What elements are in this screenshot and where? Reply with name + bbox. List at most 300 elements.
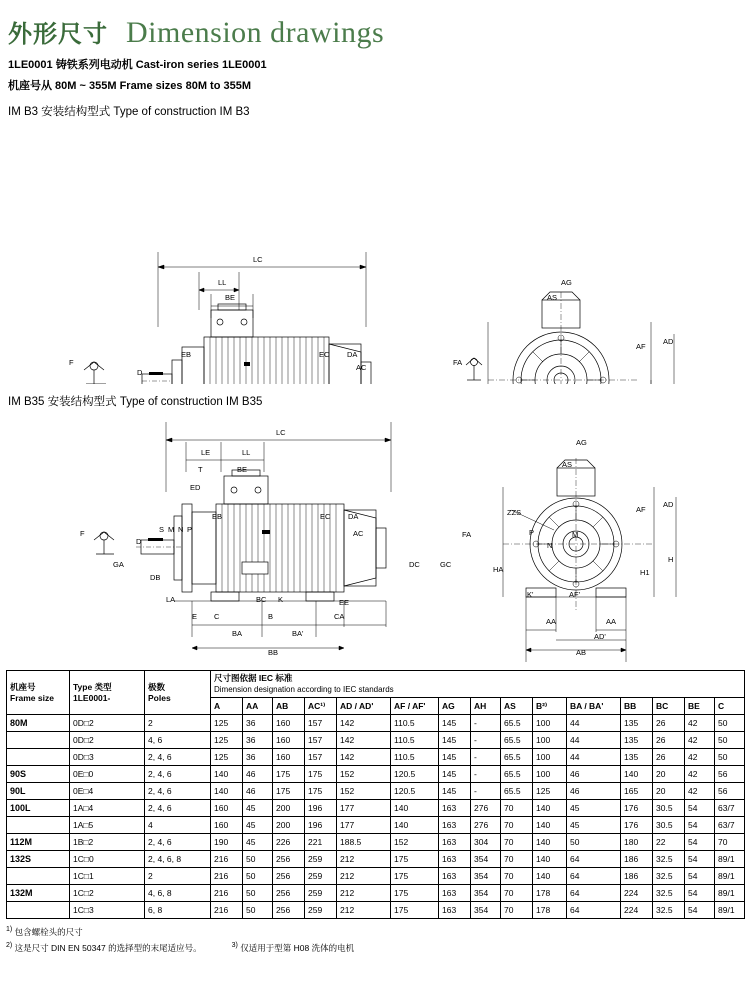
cell-poles: 2, 4, 6 (145, 766, 211, 783)
cell-poles: 2, 4, 6, 8 (145, 851, 211, 868)
cell-a: 216 (211, 885, 243, 902)
svg-text:AA: AA (606, 617, 617, 626)
cell-bc: 26 (653, 732, 685, 749)
cell-poles: 6, 8 (145, 902, 211, 919)
cell-ac-: 157 (305, 749, 337, 766)
col-ag: AG (439, 698, 471, 715)
cell-frame-size (7, 868, 70, 885)
col-bb: BB (621, 698, 653, 715)
cell-bc: 22 (653, 834, 685, 851)
cell-ad-ad-: 152 (337, 783, 391, 800)
cell-b-: 178 (533, 885, 567, 902)
cell-b-: 100 (533, 732, 567, 749)
cell-af-af-: 175 (391, 902, 439, 919)
svg-text:AF: AF (636, 342, 646, 351)
header-type (70, 671, 145, 715)
svg-text:GA: GA (113, 560, 124, 569)
cell-ah: 304 (471, 834, 501, 851)
svg-text:CA: CA (334, 612, 345, 621)
cell-ab: 200 (273, 817, 305, 834)
page-title-en: Dimension drawings (126, 16, 385, 49)
cell-ba-ba-: 64 (567, 868, 621, 885)
svg-text:EC: EC (320, 512, 331, 521)
section-heading-imb3: IM B3 安装结构型式 Type of construction IM B3 (8, 106, 250, 118)
subtitle-line-2: 机座号从 80M ~ 355M Frame sizes 80M to 355M (8, 80, 252, 92)
svg-text:LA: LA (166, 595, 176, 604)
cell-type: 1A□5 (70, 817, 145, 834)
cell-c: 50 (715, 715, 745, 732)
header-frame-size-en: Frame size (10, 692, 54, 703)
cell-ba-ba-: 44 (567, 715, 621, 732)
cell-ag: 163 (439, 902, 471, 919)
header-frame-size (7, 671, 70, 715)
svg-text:DA: DA (348, 512, 359, 521)
svg-text:DC: DC (409, 560, 420, 569)
cell-aa: 50 (243, 868, 273, 885)
cell-frame-size: 132M (7, 885, 70, 902)
cell-as: 70 (501, 800, 533, 817)
cell-ac-: 196 (305, 817, 337, 834)
cell-be: 42 (685, 783, 715, 800)
col-ad: AD / AD' (337, 698, 391, 715)
cell-bb: 135 (621, 715, 653, 732)
cell-ag: 163 (439, 800, 471, 817)
cell-aa: 50 (243, 902, 273, 919)
svg-text:DB: DB (150, 573, 161, 582)
col-bc: BC (653, 698, 685, 715)
cell-ba-ba-: 50 (567, 834, 621, 851)
cell-a: 125 (211, 715, 243, 732)
cell-af-af-: 140 (391, 817, 439, 834)
header-poles-cn: 极数 (148, 681, 166, 692)
cell-ab: 160 (273, 715, 305, 732)
svg-text:H1: H1 (640, 568, 650, 577)
cell-type: 1C□1 (70, 868, 145, 885)
cell-aa: 46 (243, 766, 273, 783)
cell-be: 42 (685, 766, 715, 783)
cell-ba-ba-: 64 (567, 902, 621, 919)
svg-text:H: H (668, 555, 674, 564)
cell-c: 50 (715, 749, 745, 766)
header-poles-en: Poles (148, 692, 171, 703)
cell-c: 56 (715, 766, 745, 783)
svg-text:S: S (159, 525, 165, 534)
svg-text:AC: AC (353, 529, 364, 538)
cell-ag: 163 (439, 851, 471, 868)
cell-a: 216 (211, 868, 243, 885)
col-a: A (211, 698, 243, 715)
cell-as: 65.5 (501, 732, 533, 749)
cell-bc: 20 (653, 783, 685, 800)
cell-bc: 32.5 (653, 885, 685, 902)
cell-af-af-: 120.5 (391, 766, 439, 783)
cell-ab: 256 (273, 851, 305, 868)
cell-ba-ba-: 45 (567, 800, 621, 817)
cell-ac-: 259 (305, 868, 337, 885)
svg-text:F: F (80, 529, 85, 538)
cell-b-: 178 (533, 902, 567, 919)
cell-c: 89/1 (715, 902, 745, 919)
svg-text:N: N (547, 541, 553, 550)
col-ac: AC¹⁾ (305, 698, 337, 715)
table-row (7, 834, 745, 851)
cell-af-af-: 110.5 (391, 715, 439, 732)
header-poles (145, 671, 211, 715)
cell-ad-ad-: 142 (337, 749, 391, 766)
cell-bc: 32.5 (653, 851, 685, 868)
cell-frame-size: 80M (7, 715, 70, 732)
cell-b-: 140 (533, 851, 567, 868)
table-row (7, 851, 745, 868)
col-af: AF / AF' (391, 698, 439, 715)
cell-ba-ba-: 44 (567, 749, 621, 766)
svg-text:P: P (529, 528, 535, 537)
cell-as: 65.5 (501, 766, 533, 783)
cell-aa: 45 (243, 817, 273, 834)
cell-c: 89/1 (715, 868, 745, 885)
footnote-1: $^{1)}$ 包含螺栓头的尺寸 (6, 926, 83, 937)
svg-text:M: M (168, 525, 175, 534)
col-aa: AA (243, 698, 273, 715)
cell-bc: 30.5 (653, 817, 685, 834)
cell-ah: 354 (471, 868, 501, 885)
cell-type: 0D□3 (70, 749, 145, 766)
cell-type: 1A□4 (70, 800, 145, 817)
cell-type: 1C□3 (70, 902, 145, 919)
col-as: AS (501, 698, 533, 715)
table-row (7, 868, 745, 885)
cell-ad-ad-: 177 (337, 800, 391, 817)
cell-bc: 20 (653, 766, 685, 783)
cell-as: 70 (501, 817, 533, 834)
svg-text:BE: BE (225, 293, 236, 302)
cell-be: 54 (685, 885, 715, 902)
cell-ba-ba-: 46 (567, 783, 621, 800)
header-iec-group-en: Dimension designation according to IEC standards (214, 685, 394, 694)
cell-poles: 4 (145, 817, 211, 834)
table-row (7, 885, 745, 902)
cell-af-af-: 120.5 (391, 783, 439, 800)
cell-bb: 186 (621, 868, 653, 885)
cell-as: 70 (501, 902, 533, 919)
cell-af-af-: 140 (391, 800, 439, 817)
svg-text:FA: FA (453, 358, 463, 367)
cell-ab: 200 (273, 800, 305, 817)
svg-text:AD': AD' (594, 632, 606, 641)
cell-bc: 32.5 (653, 902, 685, 919)
svg-text:GC: GC (440, 560, 452, 569)
cell-type: 0E□4 (70, 783, 145, 800)
cell-ag: 163 (439, 834, 471, 851)
cell-ad-ad-: 188.5 (337, 834, 391, 851)
col-ab: AB (273, 698, 305, 715)
cell-ah: - (471, 766, 501, 783)
svg-text:BC: BC (256, 595, 267, 604)
svg-text:AC: AC (356, 363, 367, 372)
cell-ac-: 259 (305, 851, 337, 868)
cell-ba-ba-: 64 (567, 851, 621, 868)
cell-aa: 50 (243, 851, 273, 868)
svg-text:M: M (572, 530, 579, 539)
col-ba: BA / BA' (567, 698, 621, 715)
svg-text:P: P (187, 525, 193, 534)
svg-text:AF': AF' (569, 590, 581, 599)
svg-text:ED: ED (190, 483, 201, 492)
cell-frame-size: 112M (7, 834, 70, 851)
cell-ah: - (471, 749, 501, 766)
cell-ag: 163 (439, 868, 471, 885)
cell-ba-ba-: 45 (567, 817, 621, 834)
cell-ah: - (471, 732, 501, 749)
header-frame-size-cn: 机座号 (10, 681, 36, 692)
svg-text:BE: BE (237, 465, 248, 474)
cell-ba-ba-: 64 (567, 885, 621, 902)
cell-af-af-: 110.5 (391, 732, 439, 749)
svg-text:EC: EC (319, 350, 330, 359)
cell-frame-size: 90L (7, 783, 70, 800)
cell-ag: 145 (439, 749, 471, 766)
table-row (7, 766, 745, 783)
cell-ah: 276 (471, 817, 501, 834)
cell-type: 1B□2 (70, 834, 145, 851)
svg-text:BA: BA (232, 629, 243, 638)
svg-text:D: D (137, 368, 143, 377)
header-iec-group (211, 671, 745, 698)
cell-ah: - (471, 783, 501, 800)
cell-ac-: 259 (305, 885, 337, 902)
cell-ad-ad-: 142 (337, 715, 391, 732)
cell-bb: 224 (621, 902, 653, 919)
cell-b-: 140 (533, 868, 567, 885)
cell-type: 0D□2 (70, 732, 145, 749)
cell-ba-ba-: 44 (567, 732, 621, 749)
cell-ad-ad-: 142 (337, 732, 391, 749)
cell-ag: 145 (439, 715, 471, 732)
svg-text:K': K' (527, 590, 534, 599)
cell-af-af-: 110.5 (391, 749, 439, 766)
svg-text:LL: LL (242, 448, 251, 457)
cell-b-: 100 (533, 715, 567, 732)
cell-be: 54 (685, 902, 715, 919)
cell-bb: 135 (621, 749, 653, 766)
cell-ab: 256 (273, 902, 305, 919)
cell-frame-size (7, 749, 70, 766)
cell-bc: 26 (653, 749, 685, 766)
cell-type: 0E□0 (70, 766, 145, 783)
cell-c: 70 (715, 834, 745, 851)
cell-poles: 4, 6, 8 (145, 885, 211, 902)
cell-as: 65.5 (501, 783, 533, 800)
svg-text:BA': BA' (292, 629, 304, 638)
cell-b-: 140 (533, 834, 567, 851)
cell-as: 65.5 (501, 715, 533, 732)
cell-ab: 160 (273, 732, 305, 749)
svg-text:AG: AG (576, 438, 587, 447)
cell-bc: 30.5 (653, 800, 685, 817)
cell-ah: 354 (471, 851, 501, 868)
cell-poles: 2 (145, 868, 211, 885)
cell-bb: 176 (621, 800, 653, 817)
cell-poles: 4, 6 (145, 732, 211, 749)
svg-text:AF: AF (636, 505, 646, 514)
cell-bb: 186 (621, 851, 653, 868)
cell-c: 89/1 (715, 851, 745, 868)
svg-text:D: D (136, 537, 142, 546)
svg-text:AD: AD (663, 500, 674, 509)
cell-as: 70 (501, 885, 533, 902)
cell-a: 140 (211, 766, 243, 783)
cell-frame-size: 90S (7, 766, 70, 783)
table-row (7, 715, 745, 732)
cell-b-: 140 (533, 817, 567, 834)
cell-b-: 125 (533, 783, 567, 800)
svg-text:K: K (278, 595, 284, 604)
cell-c: 63/7 (715, 800, 745, 817)
cell-poles: 2, 4, 6 (145, 800, 211, 817)
cell-be: 54 (685, 868, 715, 885)
cell-ac-: 221 (305, 834, 337, 851)
cell-ab: 160 (273, 749, 305, 766)
cell-bc: 32.5 (653, 868, 685, 885)
svg-text:AG: AG (561, 278, 572, 287)
svg-text:AA: AA (546, 617, 557, 626)
svg-text:EE: EE (339, 598, 350, 607)
col-ah: AH (471, 698, 501, 715)
cell-c: 89/1 (715, 885, 745, 902)
table-row (7, 783, 745, 800)
drawing-imb3 (6, 122, 744, 384)
svg-text:N: N (178, 525, 184, 534)
cell-ah: 354 (471, 902, 501, 919)
cell-ad-ad-: 212 (337, 885, 391, 902)
table-row (7, 817, 745, 834)
cell-ag: 145 (439, 732, 471, 749)
cell-aa: 46 (243, 783, 273, 800)
cell-ac-: 196 (305, 800, 337, 817)
svg-text:F: F (69, 358, 74, 367)
cell-type: 1C□0 (70, 851, 145, 868)
cell-a: 125 (211, 749, 243, 766)
svg-text:DA: DA (347, 350, 358, 359)
cell-poles: 2, 4, 6 (145, 783, 211, 800)
cell-af-af-: 175 (391, 868, 439, 885)
cell-a: 160 (211, 800, 243, 817)
cell-as: 70 (501, 851, 533, 868)
cell-be: 54 (685, 817, 715, 834)
cell-ah: 354 (471, 885, 501, 902)
col-be: BE (685, 698, 715, 715)
cell-be: 54 (685, 800, 715, 817)
svg-text:AS: AS (562, 460, 573, 469)
cell-poles: 2, 4, 6 (145, 749, 211, 766)
cell-be: 54 (685, 851, 715, 868)
svg-text:LL: LL (218, 278, 227, 287)
cell-bb: 176 (621, 817, 653, 834)
cell-type: 1C□2 (70, 885, 145, 902)
cell-aa: 36 (243, 749, 273, 766)
cell-a: 125 (211, 732, 243, 749)
cell-ab: 256 (273, 868, 305, 885)
svg-text:BB: BB (268, 648, 279, 657)
svg-text:AD: AD (663, 337, 674, 346)
cell-aa: 50 (243, 885, 273, 902)
svg-text:C: C (214, 612, 220, 621)
svg-text:FA: FA (462, 530, 472, 539)
cell-ab: 256 (273, 885, 305, 902)
table-body (7, 715, 745, 919)
svg-text:EB: EB (212, 512, 223, 521)
cell-bc: 26 (653, 715, 685, 732)
header-type-en: 1LE0001- (73, 692, 111, 703)
section-heading-imb35: IM B35 安装结构型式 Type of construction IM B35 (8, 396, 263, 408)
cell-b-: 100 (533, 766, 567, 783)
cell-c: 50 (715, 732, 745, 749)
cell-ac-: 175 (305, 783, 337, 800)
svg-text:EB: EB (181, 350, 192, 359)
cell-frame-size (7, 732, 70, 749)
cell-ac-: 157 (305, 732, 337, 749)
cell-c: 63/7 (715, 817, 745, 834)
cell-frame-size: 132S (7, 851, 70, 868)
footnotes (6, 923, 744, 955)
table-row (7, 732, 745, 749)
cell-ac-: 157 (305, 715, 337, 732)
svg-text:ZZS: ZZS (507, 508, 522, 517)
col-c: C (715, 698, 745, 715)
cell-b-: 100 (533, 749, 567, 766)
cell-b-: 140 (533, 800, 567, 817)
cell-frame-size: 100L (7, 800, 70, 817)
cell-ah: 276 (471, 800, 501, 817)
page-title-cn: 外形尺寸 (8, 21, 108, 48)
svg-text:AS: AS (547, 293, 558, 302)
cell-frame-size (7, 817, 70, 834)
svg-text:LE: LE (201, 448, 211, 457)
cell-af-af-: 175 (391, 885, 439, 902)
table-header-row-1 (7, 671, 745, 698)
cell-c: 56 (715, 783, 745, 800)
svg-text:HA: HA (493, 565, 504, 574)
cell-as: 65.5 (501, 749, 533, 766)
cell-bb: 180 (621, 834, 653, 851)
cell-ad-ad-: 212 (337, 868, 391, 885)
cell-a: 140 (211, 783, 243, 800)
svg-text:E: E (192, 612, 198, 621)
cell-be: 42 (685, 749, 715, 766)
cell-ad-ad-: 152 (337, 766, 391, 783)
svg-text:LC: LC (276, 428, 286, 437)
cell-as: 70 (501, 868, 533, 885)
header-type-cn: Type 类型 (73, 681, 112, 692)
cell-ab: 175 (273, 783, 305, 800)
cell-ad-ad-: 177 (337, 817, 391, 834)
cell-as: 70 (501, 834, 533, 851)
cell-ah: - (471, 715, 501, 732)
cell-aa: 36 (243, 715, 273, 732)
svg-text:T: T (198, 465, 203, 474)
cell-be: 54 (685, 834, 715, 851)
header-iec-group-cn: 尺寸图依据 IEC 标准 (214, 673, 293, 683)
svg-text:LC: LC (253, 255, 263, 264)
cell-ag: 145 (439, 766, 471, 783)
cell-frame-size (7, 902, 70, 919)
footnote-3: $^{3)}$ 仅适用于型第 H08 洗体的电机 (231, 941, 355, 953)
cell-a: 190 (211, 834, 243, 851)
cell-ab: 226 (273, 834, 305, 851)
table-row (7, 749, 745, 766)
cell-ab: 175 (273, 766, 305, 783)
cell-bb: 135 (621, 732, 653, 749)
